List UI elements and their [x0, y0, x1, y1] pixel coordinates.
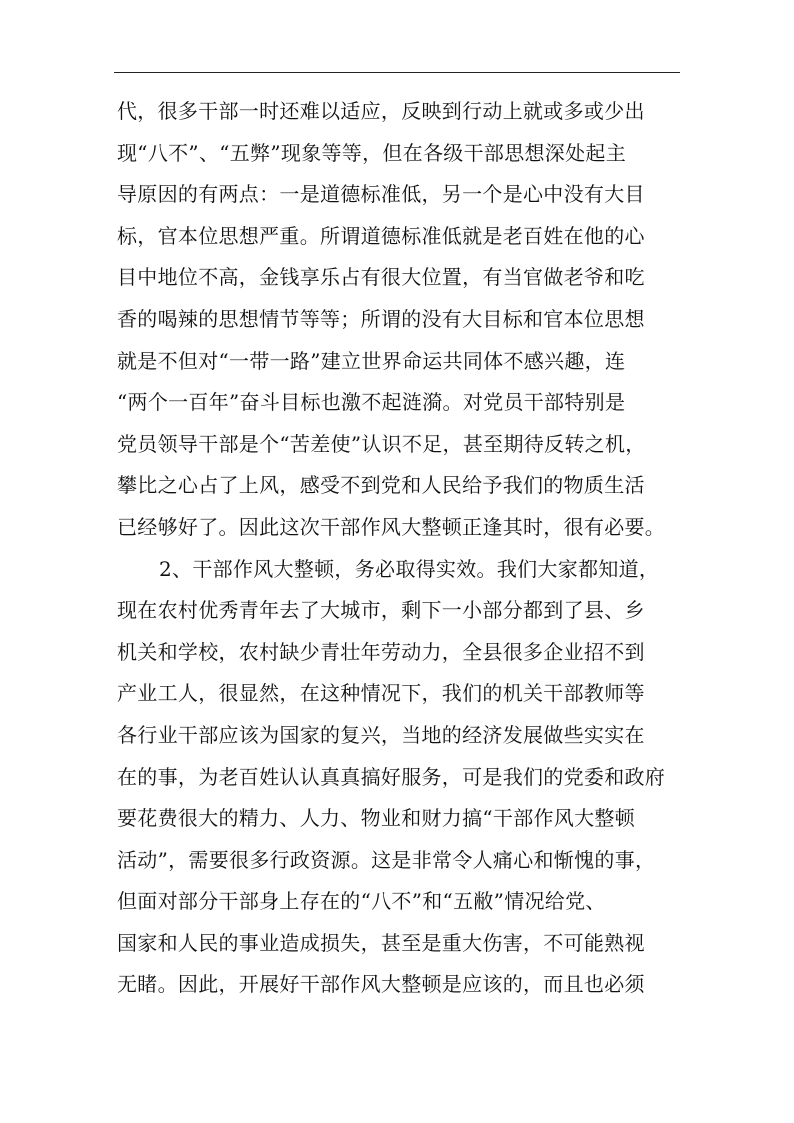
text-line: 现在农村优秀青年去了大城市，剩下一小部分都到了县、乡 [117, 598, 645, 623]
text-line: 现“八不”、“五弊”现象等等，但在各级干部思想深处起主 [117, 140, 626, 165]
body-text [117, 96, 685, 1011]
header-rule [114, 72, 680, 73]
text-line: 攀比之心占了上风，感受不到党和人民给予我们的物质生活 [117, 473, 645, 498]
text-line: 代，很多干部一时还难以适应，反映到行动上就或多或少出 [117, 99, 645, 123]
text-line: 但面对部分干部身上存在的“八不”和“五敝”情况给党、 [117, 889, 606, 914]
text-line: 标，官本位思想严重。所谓道德标准低就是老百姓在他的心 [117, 223, 645, 248]
paragraph-start-line: 2、干部作风大整顿，务必取得实效。我们大家都知道， [159, 556, 660, 581]
text-line: 无睹。因此，开展好干部作风大整顿是应该的，而且也必须 [117, 972, 645, 997]
text-line: 国家和人民的事业造成损失，甚至是重大伤害，不可能熟视 [117, 930, 645, 955]
text-line: 香的喝辣的思想情节等等；所谓的没有大目标和官本位思想 [117, 306, 645, 331]
text-line: “两个一百年”奋斗目标也激不起涟漪。对党员干部特别是 [117, 390, 626, 415]
text-line: 党员领导干部是个“苦差使”认识不足，甚至期待反转之机， [117, 431, 646, 456]
text-line: 机关和学校，农村缺少青壮年劳动力，全县很多企业招不到 [117, 639, 645, 664]
text-line: 产业工人，很显然，在这种情况下，我们的机关干部教师等 [117, 681, 645, 706]
text-line: 要花费很大的精力、人力、物业和财力搞“干部作风大整顿 [117, 806, 636, 831]
text-line: 就是不但对“一带一路”建立世界命运共同体不感兴趣，连 [117, 348, 626, 373]
text-line: 已经够好了。因此这次干部作风大整顿正逢其时，很有必要。 [117, 514, 666, 539]
text-line: 目中地位不高，金钱享乐占有很大位置，有当官做老爷和吃 [117, 265, 645, 290]
text-line: 活动”，需要很多行政资源。这是非常令人痛心和惭愧的事， [117, 847, 656, 872]
text-line: 各行业干部应该为国家的复兴，当地的经济发展做些实实在 [117, 722, 645, 747]
text-line: 在的事，为老百姓认认真真搞好服务，可是我们的党委和政府 [117, 764, 666, 789]
text-line: 导原因的有两点：一是道德标准低，另一个是心中没有大目 [117, 182, 645, 207]
